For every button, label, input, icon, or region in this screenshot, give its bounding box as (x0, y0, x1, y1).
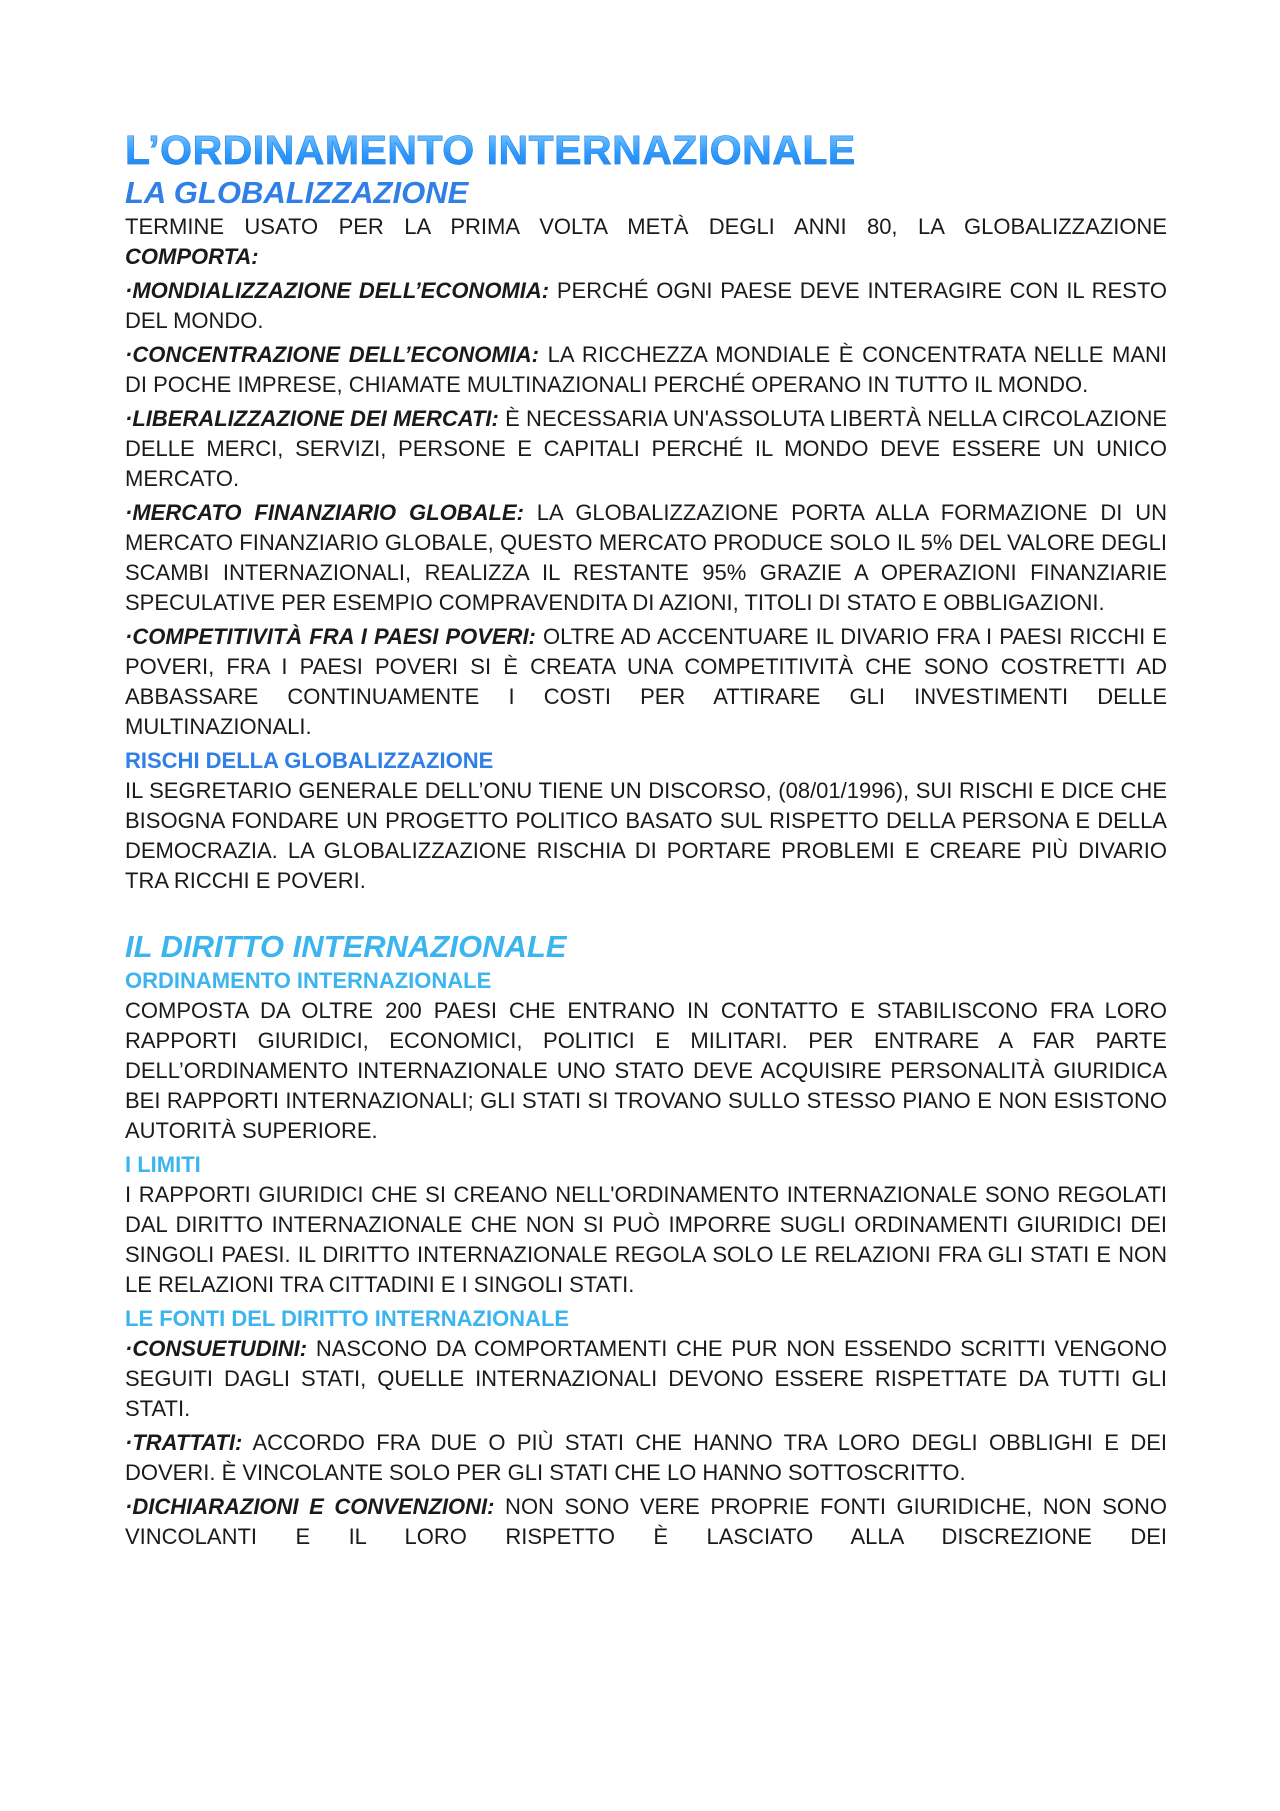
subheading-limiti: I LIMITI (125, 1152, 201, 1177)
page-title: L’ORDINAMENTO INTERNAZIONALE (125, 126, 1167, 174)
list-item-term: ·LIBERALIZZAZIONE DEI MERCATI: (125, 406, 499, 431)
list-item-term: ·CONCENTRAZIONE DELL’ECONOMIA: (125, 342, 539, 367)
list-item (125, 1492, 1167, 1552)
list-item (125, 404, 1167, 494)
section-heading-diritto: IL DIRITTO INTERNAZIONALE (125, 929, 567, 964)
list-item (125, 1428, 1167, 1488)
subheading-rischi: RISCHI DELLA GLOBALIZZAZIONE (125, 748, 494, 773)
list-item-text: LA RICCHEZZA MONDIALE È CONCENTRATA NELLE MANI DI POCHE IMPRESE, CHIAMATE MULTINAZIONALI PERCHÉ OPERANO IN TUTTO IL MONDO. (125, 342, 1167, 397)
list-item-term: ·CONSUETUDINI: (125, 1336, 308, 1361)
list-item (125, 340, 1167, 400)
list-item-term: ·DICHIARAZIONI E CONVENZIONI: (125, 1494, 495, 1519)
section-divider-space (125, 900, 1167, 928)
list-item-text: NON SONO VERE PROPRIE FONTI GIURIDICHE, NON SONO VINCOLANTI E IL LORO RISPETTO È LASCIATO ALLA DISCREZIONE DEI (125, 1494, 1167, 1549)
list-item-text: OLTRE AD ACCENTUARE IL DIVARIO FRA I PAESI RICCHI E POVERI, FRA I PAESI POVERI SI È CREATA UNA COMPETITIVITÀ CHE SONO COSTRETTI AD ABBASSARE CONTINUAMENTE I COSTI PER ATTIRARE GLI INVESTIMENTI DELLE MULTINAZIONALI. (125, 624, 1167, 739)
list-item (125, 622, 1167, 742)
subheading-ordinamento: ORDINAMENTO INTERNAZIONALE (125, 968, 492, 993)
document-page (125, 126, 1167, 1556)
comporta-label: COMPORTA: (125, 244, 259, 269)
list-item (125, 1334, 1167, 1424)
list-item-text: ACCORDO FRA DUE O PIÙ STATI CHE HANNO TRA LORO DEGLI OBBLIGHI E DEI DOVERI. È VINCOLANTE SOLO PER GLI STATI CHE LO HANNO SOTTOSCRITTO. (125, 1430, 1167, 1485)
list-item-term: ·COMPETITIVITÀ FRA I PAESI POVERI: (125, 624, 536, 649)
intro-paragraph (125, 212, 1167, 242)
rischi-paragraph: IL SEGRETARIO GENERALE DELL’ONU TIENE UN DISCORSO, (08/01/1996), SUI RISCHI E DICE CHE BISOGNA FONDARE UN PROGETTO POLITICO BASATO SUL RISPETTO DELLA PERSONA E DELLA DEMOCRAZIA. LA GLOBALIZZAZIONE RISCHIA DI PORTARE PROBLEMI E CREARE PIÙ DIVARIO TRA RICCHI E POVERI. (125, 778, 1167, 893)
intro-text: TERMINE USATO PER LA PRIMA VOLTA METÀ DEGLI ANNI 80, LA GLOBALIZZAZIONE (125, 214, 1167, 239)
list-item-text: LA GLOBALIZZAZIONE PORTA ALLA FORMAZIONE DI UN MERCATO FINANZIARIO GLOBALE, QUESTO MERCATO PRODUCE SOLO IL 5% DEL VALORE DEGLI SCAMBI INTERNAZIONALI, REALIZZA IL RESTANTE 95% GRAZIE A OPERAZIONI FINANZIARIE SPECULATIVE PER ESEMPIO COMPRAVENDITA DI AZIONI, TITOLI DI STATO E OBBLIGAZIONI. (125, 500, 1167, 615)
list-item-text: È NECESSARIA UN'ASSOLUTA LIBERTÀ NELLA CIRCOLAZIONE DELLE MERCI, SERVIZI, PERSONE E CAPITALI PERCHÉ IL MONDO DEVE ESSERE UN UNICO MERCATO. (125, 406, 1167, 491)
list-item (125, 276, 1167, 336)
limiti-paragraph: I RAPPORTI GIURIDICI CHE SI CREANO NELL'ORDINAMENTO INTERNAZIONALE SONO REGOLATI DAL DIRITTO INTERNAZIONALE CHE NON SI PUÒ IMPORRE SUGLI ORDINAMENTI GIURIDICI DEI SINGOLI PAESI. IL DIRITTO INTERNAZIONALE REGOLA SOLO LE RELAZIONI FRA GLI STATI E NON LE RELAZIONI TRA CITTADINI E I SINGOLI STATI. (125, 1182, 1167, 1297)
ordinamento-paragraph: COMPOSTA DA OLTRE 200 PAESI CHE ENTRANO IN CONTATTO E STABILISCONO FRA LORO RAPPORTI GIURIDICI, ECONOMICI, POLITICI E MILITARI. PER ENTRARE A FAR PARTE DELL’ORDINAMENTO INTERNAZIONALE UNO STATO DEVE ACQUISIRE PERSONALITÀ GIURIDICA BEI RAPPORTI INTERNAZIONALI; GLI STATI SI TROVANO SULLO STESSO PIANO E NON ESISTONO AUTORITÀ SUPERIORE. (125, 998, 1167, 1143)
subheading-fonti: LE FONTI DEL DIRITTO INTERNAZIONALE (125, 1306, 570, 1331)
list-item-term: ·MERCATO FINANZIARIO GLOBALE: (125, 500, 524, 525)
list-item-term: ·MONDIALIZZAZIONE DELL’ECONOMIA: (125, 278, 550, 303)
list-item (125, 498, 1167, 618)
section-heading-globalizzazione: LA GLOBALIZZAZIONE (125, 175, 469, 210)
list-item-text: NASCONO DA COMPORTAMENTI CHE PUR NON ESSENDO SCRITTI VENGONO SEGUITI DAGLI STATI, QUELLE INTERNAZIONALI DEVONO ESSERE RISPETTATE DA TUTTI GLI STATI. (125, 1336, 1167, 1421)
list-item-term: ·TRATTATI: (125, 1430, 243, 1455)
comporta-label-line (125, 242, 1167, 272)
list-item-text: PERCHÉ OGNI PAESE DEVE INTERAGIRE CON IL RESTO DEL MONDO. (125, 278, 1167, 333)
